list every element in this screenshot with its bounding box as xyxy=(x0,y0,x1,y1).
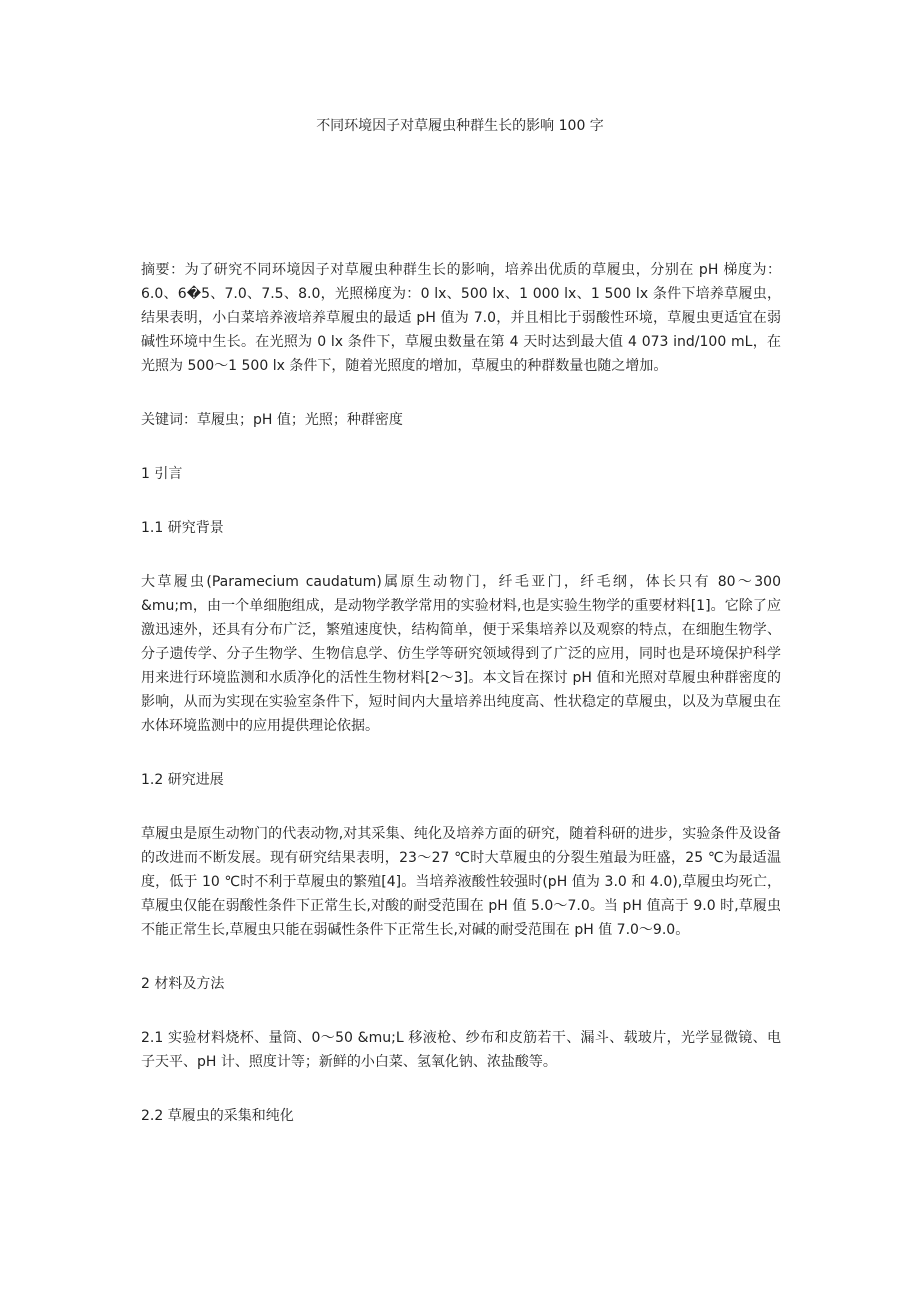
section-heading-2: 2 材料及方法 xyxy=(141,976,225,992)
section-heading-2-2: 2.2 草履虫的采集和纯化 xyxy=(141,1108,294,1124)
section-heading-1-2: 1.2 研究进展 xyxy=(141,772,224,788)
document-body xyxy=(141,258,781,1158)
materials-paragraph: 2.1 实验材料烧杯、量筒、0～50 &mu;L 移液枪、纱布和皮筋若干、漏斗、载玻片，光学显微镜、电子天平、pH 计、照度计等；新鲜的小白菜、氢氧化钠、浓盐酸等。 xyxy=(141,1030,781,1070)
keywords-line: 关键词：草履虫；pH 值；光照；种群密度 xyxy=(141,412,403,428)
abstract-paragraph: 摘要：为了研究不同环境因子对草履虫种群生长的影响，培养出优质的草履虫，分别在 pH 梯度为：6.0、6�5、7.0、7.5、8.0，光照梯度为：0 lx、500 lx、1 000 lx、1 500 lx 条件下培养草履虫，结果表明，小白菜培养液培养草履虫的最适 pH 值为 7.0，并且相比于弱酸性环境，草履虫更适宜在弱碱性环境中生长。在光照为 0 lx 条件下，草履虫数量在第 4 天时达到最大值 4 073 ind/100 mL，在光照为 500～1 500 lx 条件下，随着光照度的增加，草履虫的种群数量也随之增加。 xyxy=(141,262,781,374)
document-title: 不同环境因子对草履虫种群生长的影响 100 字 xyxy=(316,118,604,134)
background-paragraph: 大草履虫(Paramecium caudatum)属原生动物门，纤毛亚门，纤毛纲，体长只有 80～300 &mu;m，由一个单细胞组成，是动物学教学常用的实验材料,也是实验生物学的重要材料[1]。它除了应激迅速外，还具有分布广泛，繁殖速度快，结构简单，便于采集培养以及观察的特点，在细胞生物学、分子遗传学、分子生物学、生物信息学、仿生学等研究领域得到了广泛的应用，同时也是环境保护科学用来进行环境监测和水质净化的活性生物材料[2～3]。本文旨在探讨 pH 值和光照对草履虫种群密度的影响，从而为实现在实验室条件下，短时间内大量培养出纯度高、性状稳定的草履虫，以及为草履虫在水体环境监测中的应用提供理论依据。 xyxy=(141,574,781,734)
section-heading-1: 1 引言 xyxy=(141,466,183,482)
progress-paragraph: 草履虫是原生动物门的代表动物,对其采集、纯化及培养方面的研究，随着科研的进步，实验条件及设备的改进而不断发展。现有研究结果表明，23～27 ℃时大草履虫的分裂生殖最为旺盛，25 ℃为最适温度，低于 10 ℃时不利于草履虫的繁殖[4]。当培养液酸性较强时(pH 值为 3.0 和 4.0),草履虫均死亡，草履虫仅能在弱酸性条件下正常生长,对酸的耐受范围在 pH 值 5.0～7.0。当 pH 值高于 9.0 时,草履虫不能正常生长,草履虫只能在弱碱性条件下正常生长,对碱的耐受范围在 pH 值 7.0～9.0。 xyxy=(141,826,781,938)
section-heading-1-1: 1.1 研究背景 xyxy=(141,520,224,536)
